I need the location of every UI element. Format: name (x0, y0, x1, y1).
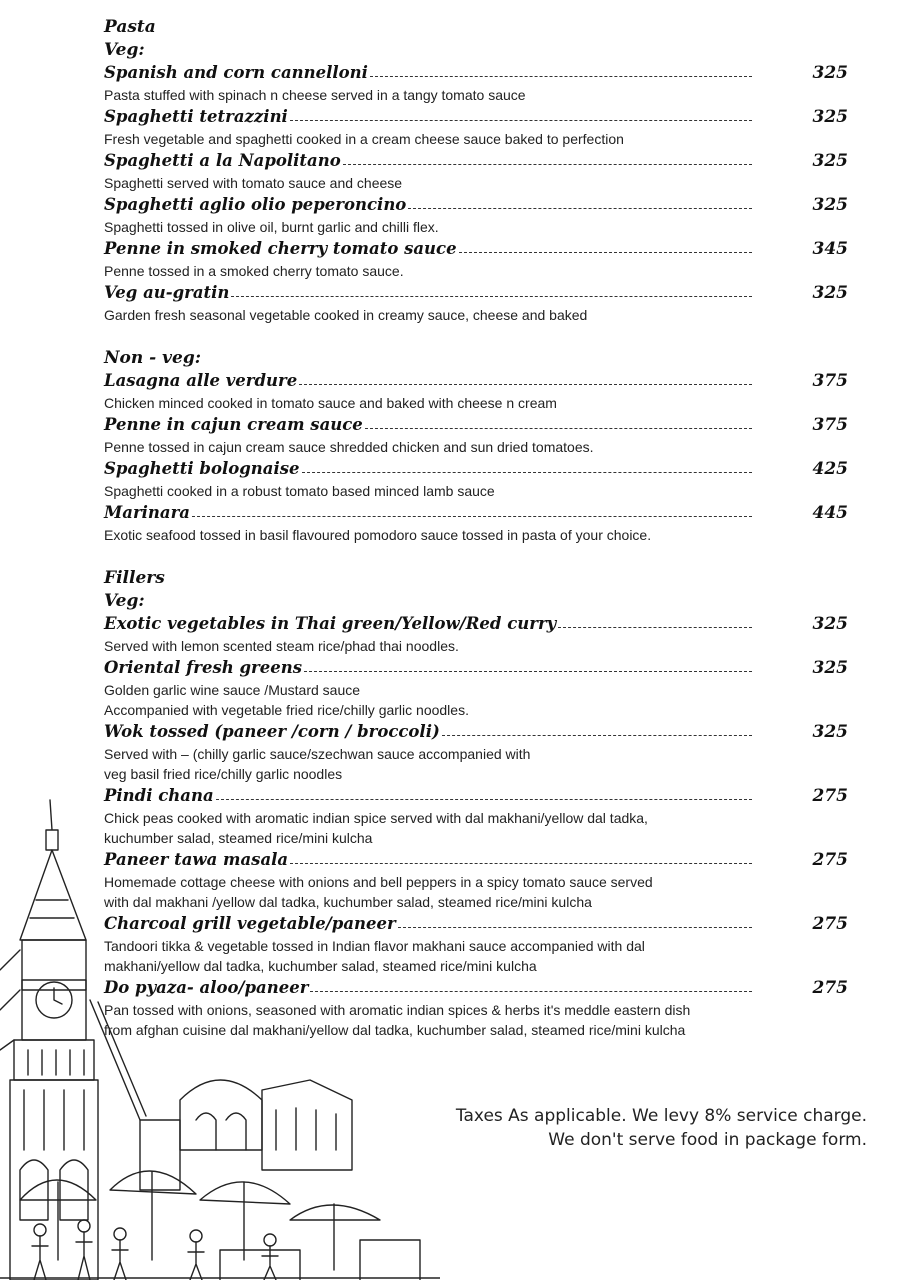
item-description: Served with lemon scented steam rice/phad thai noodles. (104, 638, 459, 654)
group-pasta-veg (104, 39, 864, 325)
item-description: kuchumber salad, steamed rice/mini kulcha (104, 830, 373, 846)
dotted-leader (192, 504, 752, 517)
menu-item (104, 193, 864, 237)
dotted-leader (343, 152, 752, 165)
item-description: Penne tossed in cajun cream sauce shredded chicken and sun dried tomatoes. (104, 439, 594, 455)
item-name: Do pyaza- aloo/paneer (104, 978, 309, 997)
item-price: 325 (812, 614, 848, 634)
item-name: Spaghetti tetrazzini (104, 107, 288, 126)
dotted-leader (408, 196, 752, 209)
item-name: Spaghetti bolognaise (104, 459, 300, 478)
dotted-leader (304, 659, 752, 672)
menu-item (104, 720, 864, 784)
item-name: Spaghetti a la Napolitano (104, 151, 341, 170)
item-description: Spaghetti tossed in olive oil, burnt garlic and chilli flex. (104, 219, 439, 235)
item-price: 375 (812, 371, 848, 391)
footer-line-package: We don't serve food in package form. (548, 1130, 867, 1150)
item-description: Homemade cottage cheese with onions and bell peppers in a spicy tomato sauce served (104, 874, 653, 890)
menu-item (104, 501, 864, 545)
dotted-leader (442, 723, 752, 736)
item-price: 425 (812, 459, 848, 479)
item-description: Pan tossed with onions, seasoned with aromatic indian spices & herbs it's meddle eastern dish (104, 1002, 691, 1018)
item-description: Tandoori tikka & vegetable tossed in Indian flavor makhani sauce accompanied with dal (104, 938, 645, 954)
group-subtitle: Veg: (104, 40, 145, 60)
item-description: Pasta stuffed with spinach n cheese served in a tangy tomato sauce (104, 87, 526, 103)
item-name: Veg au-gratin (104, 283, 230, 302)
item-description: Accompanied with vegetable fried rice/chilly garlic noodles. (104, 702, 469, 718)
item-description: Exotic seafood tossed in basil flavoured pomodoro sauce tossed in pasta of your choice. (104, 527, 652, 543)
footer-note (456, 1104, 867, 1152)
menu-item (104, 656, 864, 720)
item-price: 275 (812, 978, 848, 998)
item-name: Penne in smoked cherry tomato sauce (104, 239, 457, 258)
item-price: 325 (812, 722, 848, 742)
group-pasta-nonveg (104, 347, 864, 545)
dotted-leader (299, 372, 752, 385)
item-price: 445 (812, 503, 848, 523)
section-title: Pasta (104, 17, 156, 37)
dotted-leader (558, 615, 752, 628)
item-name: Wok tossed (paneer /corn / broccoli) (104, 722, 440, 741)
item-description: Garden fresh seasonal vegetable cooked in creamy sauce, cheese and baked (104, 307, 588, 323)
item-name: Marinara (104, 503, 190, 522)
menu-item (104, 149, 864, 193)
item-name: Lasagna alle verdure (104, 371, 298, 390)
dotted-leader (290, 108, 752, 121)
item-description: Spaghetti cooked in a robust tomato based minced lamb sauce (104, 483, 495, 499)
dotted-leader (302, 460, 752, 473)
town-clocktower-sketch-icon (0, 790, 440, 1280)
item-description: Served with – (chilly garlic sauce/szechwan sauce accompanied with (104, 746, 531, 762)
section-title: Fillers (104, 568, 165, 588)
item-price: 325 (812, 63, 848, 83)
item-description: Chicken minced cooked in tomato sauce and baked with cheese n cream (104, 395, 557, 411)
item-description: with dal makhani /yellow dal tadka, kuchumber salad, steamed rice/mini kulcha (104, 894, 592, 910)
item-price: 375 (812, 415, 848, 435)
menu-item (104, 61, 864, 105)
item-name: Spaghetti aglio olio peperoncino (104, 195, 407, 214)
item-description: Chick peas cooked with aromatic indian spice served with dal makhani/yellow dal tadka, (104, 810, 648, 826)
dotted-leader (459, 240, 752, 253)
item-name: Penne in cajun cream sauce (104, 415, 363, 434)
item-price: 325 (812, 658, 848, 678)
menu-item (104, 369, 864, 413)
footer-line-tax: Taxes As applicable. We levy 8% service charge. (455, 1106, 867, 1126)
group-subtitle: Veg: (104, 591, 145, 611)
item-price: 275 (812, 850, 848, 870)
item-name: Exotic vegetables in Thai green/Yellow/Red curry (104, 614, 557, 633)
item-price: 325 (812, 107, 848, 127)
menu-item (104, 457, 864, 501)
menu-item (104, 612, 864, 656)
item-price: 345 (812, 239, 848, 259)
item-description: Golden garlic wine sauce /Mustard sauce (104, 682, 361, 698)
menu-item (104, 413, 864, 457)
item-price: 325 (812, 151, 848, 171)
item-description: from afghan cuisine dal makhani/yellow dal tadka, kuchumber salad, steamed rice/mini kulcha (104, 1022, 686, 1038)
item-description: makhani/yellow dal tadka, kuchumber salad, steamed rice/mini kulcha (104, 958, 537, 974)
item-description: Spaghetti served with tomato sauce and cheese (104, 175, 403, 191)
item-description: Penne tossed in a smoked cherry tomato sauce. (104, 263, 404, 279)
dotted-leader (370, 64, 752, 77)
item-price: 325 (812, 283, 848, 303)
dotted-leader (231, 284, 752, 297)
item-name: Paneer tawa masala (104, 850, 289, 869)
dotted-leader (398, 915, 752, 928)
group-subtitle: Non - veg: (104, 348, 201, 368)
item-description: Fresh vegetable and spaghetti cooked in a cream cheese sauce baked to perfection (104, 131, 624, 147)
menu-item (104, 281, 864, 325)
item-description: veg basil fried rice/chilly garlic noodles (104, 766, 343, 782)
item-name: Oriental fresh greens (104, 658, 302, 677)
item-name: Spanish and corn cannelloni (104, 63, 368, 82)
item-name: Pindi chana (104, 786, 214, 805)
item-price: 275 (812, 914, 848, 934)
dotted-leader (365, 416, 752, 429)
item-price: 275 (812, 786, 848, 806)
section-pasta (104, 16, 864, 545)
item-price: 325 (812, 195, 848, 215)
menu-item (104, 105, 864, 149)
item-name: Charcoal grill vegetable/paneer (104, 914, 396, 933)
menu-item (104, 237, 864, 281)
